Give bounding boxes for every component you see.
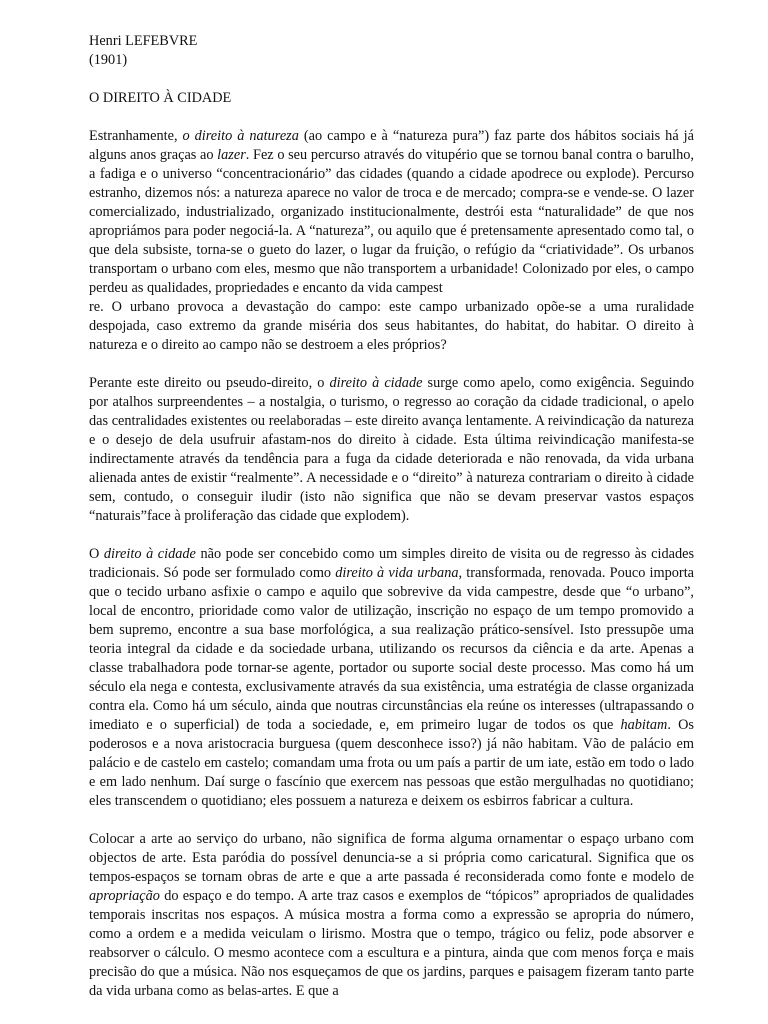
italic-phrase: o direito à natureza (182, 128, 299, 144)
italic-phrase: direito à vida urbana (335, 565, 459, 581)
text-run: (ao campo e à “natureza pura”) faz parte dos hábitos sociais há já alguns anos graças ao (89, 128, 694, 163)
text-run: . Os poderosos e a nova aristocracia burguesa (quem desconhece isso?) já não habitam. Vão de palácio em palácio e de castelo em castelo; comandam uma frota ou um país a partir de um iate, estão em todo o lado e em lado nenhum. Daí surge o fascínio que exercem nas pessoas que estão mergulhadas no quotidiano; eles transcendem o quotidiano; eles possuem a natureza e deixem os esbirros fabricar a cultura. (89, 717, 694, 809)
text-run: Perante este direito ou pseudo-direito, o (89, 375, 330, 391)
text-run: surge como apelo, como exigência. Seguindo por atalhos surpreendentes – a nostalgia, o turismo, o regresso ao coração da cidade tradicional, o apelo das centralidades existentes ou reelaboradas – este direito avança lentamente. A reivindicação da natureza e o desejo de dela usufruir afastam-nos do direito à cidade. Esta última reivindicação manifesta-se indirectamente através da tendência para a fuga da cidade deteriorada e não renovada, da vida urbana alienada antes de existir “realmente”. A necessidade e o “direito” à natureza contrariam o direito à cidade sem, contudo, o conseguir iludir (isto não significa que não se devam preservar vastos espaços “naturais”face à proliferação das cidade que explodem). (89, 375, 695, 524)
text-run: O (89, 546, 104, 562)
body-text (89, 127, 694, 1001)
text-run: , transformada, renovada. Pouco importa que o tecido urbano asfixie o campo e aquilo que sobrevive da vida campestre, desde que “o urbano”, local de encontro, prioridade como valor de utilização, inscrição no espaço de um tempo promovido a bem supremo, encontre a sua base morfológica, a sua realização prático-sensível. Isto pressupõe uma teoria integral da cidade e da sociedade urbana, utilizando os recursos da ciência e da arte. Apenas a classe trabalhadora pode tornar-se agente, portador ou suporte social deste processo. Mas como há um século ela nega e contesta, exclusivamente através da sua existência, uma estratégia de classe organizada contra ela. Como há um século, ainda que noutras circunstâncias ela reúne os interesses (ultrapassando o imediato e o superficial) de toda a sociedade, e, em primeiro lugar de todos os que (89, 565, 695, 733)
text-run: re. O urbano provoca a devastação do campo: este campo urbanizado opõe-se a uma ruralidade despojada, caso extremo da grande miséria dos seus habitantes, do habitat, do habitar. O direito à natureza e o direito ao campo não se destroem a eles próprios? (89, 299, 694, 353)
paragraph (89, 127, 694, 355)
document-page (89, 32, 694, 1020)
document-header (89, 32, 694, 70)
paragraph (89, 545, 694, 811)
italic-phrase: habitam (620, 717, 668, 733)
italic-phrase: lazer (217, 147, 246, 163)
italic-phrase: direito à cidade (103, 546, 196, 562)
paragraph (89, 830, 694, 1001)
text-run: do espaço e do tempo. A arte traz casos e exemplos de “tópicos” apropriados de qualidades temporais inscritas nos espaços. A música mostra a forma como a expressão se apropria do número, como a ordem e a medida veiculam o lirismo. Mostra que o tempo, trágico ou feliz, pode absorver e reabsorver o cálculo. O mesmo acontece com a escultura e a pintura, ainda que com menos força e mais precisão do que a música. Não nos esqueçamos de que os jardins, parques e paisagem fizeram tanto parte da vida urbana como as belas-artes. E que a (89, 888, 694, 999)
paragraph (89, 374, 694, 526)
author-name: Henri LEFEBVRE (89, 33, 198, 49)
text-run: Colocar a arte ao serviço do urbano, não significa de forma alguma ornamentar o espaço urbano com objectos de arte. Esta paródia do possível denuncia-se a si própria como caricatural. Significa que os tempos-espaços se tornam obras de arte e que a arte passada é reconsiderada como fonte e modelo de (89, 831, 694, 885)
text-run: . Fez o seu percurso através do vitupério que se tornou banal contra o barulho, a fadiga e o universo “concentracionário” das cidades (quando a cidade apodrece ou explode). Percurso estranho, dizemos nós: a natureza aparece no valor de troca e de mercado; compra-se e vende-se. O lazer comercializado, industrializado, organizado institucionalmente, destrói esta “naturalidade” de que nos apropriámos para poder negociá-la. A “natureza”, ou aquilo que é pretensamente apresentado como tal, o que dela subsiste, torna-se o gueto do lazer, o lugar da fruição, o refúgio da “criatividade”. Os urbanos transportam o urbano com eles, mesmo que não transportem a urbanidade! Colonizado por eles, o campo perdeu as qualidades, propriedades e encanto da vida campest (89, 147, 694, 296)
author-year: (1901) (89, 52, 128, 68)
text-run: não pode ser concebido como um simples direito de visita ou de regresso às cidades tradicionais. Só pode ser formulado como (89, 546, 695, 581)
italic-phrase: direito à cidade (329, 375, 423, 391)
document-title: O DIREITO À CIDADE (89, 90, 232, 106)
italic-phrase: apropriação (89, 888, 160, 904)
text-run: Estranhamente, (89, 128, 183, 144)
